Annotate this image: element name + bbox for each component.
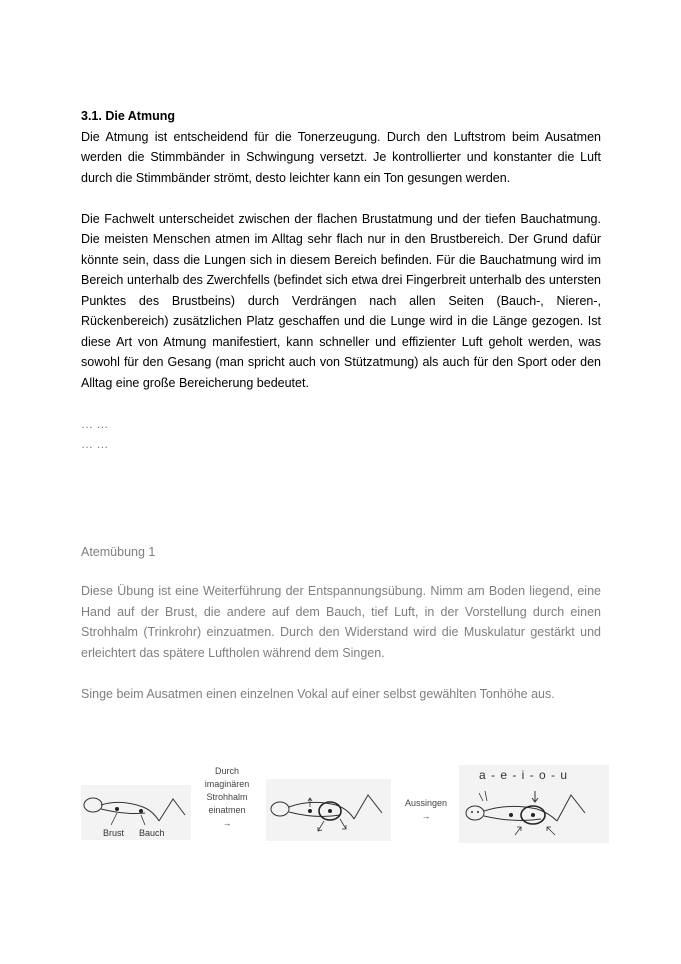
- exercise-paragraph-1: Diese Übung ist eine Weiterführung der Entspannungsübung. Nimm am Boden liegend, eine Hand auf der Brust, die andere auf dem Bauch, tief Luft, in der Vorstellung durch einen Strohhalm (Trinkrohr) einzuatmen. Durch den Widerstand wird die Muskulatur gestärkt und erleichtert das spätere Luftholen während dem Singen.: [81, 584, 601, 660]
- inhale-figure-icon: [266, 779, 391, 841]
- ellipsis-line-1: … …: [81, 416, 109, 431]
- breathing-sketch-rest: [81, 785, 191, 840]
- label-brust: Brust: [103, 828, 125, 838]
- section-body: [81, 106, 601, 455]
- step2-caption: Aussingen →: [397, 797, 455, 823]
- section-title: 3.1. Die Atmung: [81, 109, 175, 123]
- arrow-right-icon: →: [421, 811, 431, 821]
- breathing-sketch-sing: [459, 765, 609, 843]
- paragraph-1: Die Atmung ist entscheidend für die Tonerzeugung. Durch den Luftstrom beim Ausatmen werden die Stimmbänder in Schwingung versetzt. Je kontrollierter und konstanter die Luft durch die Stimmbänder strömt, desto leichter kann ein Ton gesungen werden.: [81, 129, 601, 185]
- vowels-label: a - e - i - o - u: [479, 768, 569, 782]
- lying-figure-icon: [81, 785, 191, 840]
- paragraph-2: Die Fachwelt unterscheidet zwischen der flachen Brustatmung und der tiefen Bauchatmung. Die meisten Menschen atmen im Alltag sehr flach nur in den Brustbereich. Der Grund dafür könnte sein, dass die Lungen sich in diesem Bereich befinden. Für die Bauchatmung wird im Bereich unterhalb des Zwerchfells (befindet sich etwa drei Fingerbreit unterhalb des untersten Punktes des Brustbeins) durch Verdrängen nach allen Seiten (Bauch-, Nieren-, Rückenbereich) zusätzlichen Platz geschaffen und die Lunge wird in die Länge gezogen. Ist diese Art von Atmung manifestiert, kann schneller und effizienter Luft geholt werden, was sowohl für den Gesang (man spricht auch von Stützatmung) als auch für den Sport oder den Alltag eine große Bereicherung bedeutet.: [81, 211, 601, 390]
- exercise-paragraph-2: Singe beim Ausatmen einen einzelnen Vokal auf einer selbst gewählten Tonhöhe aus.: [81, 686, 555, 701]
- step1-caption: Durch imaginären Strohhalm einatmen →: [199, 765, 255, 830]
- exercise-body: [81, 581, 601, 704]
- arrow-right-icon: →: [222, 818, 232, 828]
- singing-figure-icon: [459, 765, 609, 843]
- exercise-figures: [81, 765, 611, 845]
- exercise-title: Atemübung 1: [81, 545, 156, 559]
- breathing-sketch-inhale: [266, 779, 391, 841]
- label-bauch: Bauch: [139, 828, 165, 838]
- ellipsis-line-2: … …: [81, 437, 109, 451]
